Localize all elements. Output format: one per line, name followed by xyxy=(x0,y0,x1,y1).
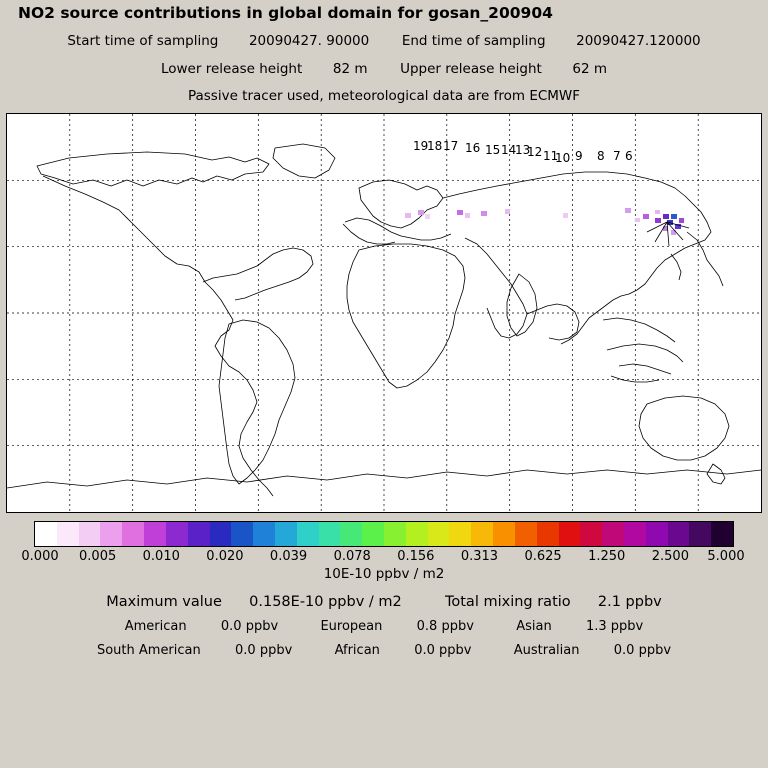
colorbar-swatch xyxy=(624,522,646,546)
region-value-european: 0.8 ppbv xyxy=(416,619,474,634)
colorbar-swatch xyxy=(35,522,57,546)
colorbar-swatch xyxy=(122,522,144,546)
colorbar-swatch xyxy=(668,522,690,546)
colorbar-swatch xyxy=(428,522,450,546)
start-time-label: Start time of sampling xyxy=(67,33,219,49)
max-value: 0.158E-10 ppbv / m2 xyxy=(249,594,402,610)
colorbar-swatch xyxy=(57,522,79,546)
release-site-marker xyxy=(647,222,689,246)
svg-text:16: 16 xyxy=(465,141,481,155)
svg-text:8: 8 xyxy=(597,149,605,163)
svg-text:6: 6 xyxy=(625,149,633,163)
colorbar-swatch xyxy=(602,522,624,546)
colorbar-tick: 0.000 xyxy=(21,549,59,564)
region-name-asian: Asian xyxy=(516,619,552,634)
lower-release-label: Lower release height xyxy=(160,61,303,77)
svg-text:17: 17 xyxy=(443,139,459,153)
colorbar-swatch xyxy=(144,522,166,546)
region-row-2 xyxy=(0,643,768,658)
lower-release-value: 82 m xyxy=(332,61,368,77)
trajectory-labels xyxy=(413,139,633,165)
svg-text:14: 14 xyxy=(501,143,517,157)
colorbar-swatch xyxy=(340,522,362,546)
colorbar-swatch xyxy=(297,522,319,546)
max-value-label: Maximum value xyxy=(106,594,222,610)
colorbar-swatch xyxy=(362,522,384,546)
summary-line xyxy=(0,594,768,610)
region-name-american: American xyxy=(124,619,187,634)
colorbar xyxy=(34,521,734,547)
colorbar-swatch xyxy=(493,522,515,546)
region-name-african: African xyxy=(334,643,380,658)
tracer-note: Passive tracer used, meteorological data are from ECMWF xyxy=(187,88,581,104)
colorbar-unit-label: 10E-10 ppbv / m2 xyxy=(323,566,445,582)
svg-text:11: 11 xyxy=(543,149,559,163)
map-svg xyxy=(7,114,761,512)
sampling-time-line xyxy=(0,33,768,49)
colorbar-swatch xyxy=(580,522,602,546)
colorbar-swatch xyxy=(166,522,188,546)
colorbar-tick: 0.039 xyxy=(269,549,308,564)
region-value-american: 0.0 ppbv xyxy=(220,619,279,634)
colorbar-swatch xyxy=(100,522,122,546)
colorbar-tick: 0.005 xyxy=(79,549,117,564)
svg-text:18: 18 xyxy=(427,139,443,153)
colorbar-tick: 2.500 xyxy=(651,549,689,564)
region-value-asian: 1.3 ppbv xyxy=(585,619,644,634)
colorbar-swatch xyxy=(449,522,471,546)
colorbar-swatch xyxy=(406,522,428,546)
upper-release-label: Upper release height xyxy=(400,61,542,77)
total-mixing-ratio-label: Total mixing ratio xyxy=(444,594,571,610)
svg-text:13: 13 xyxy=(515,143,531,157)
total-mixing-ratio-value: 2.1 ppbv xyxy=(597,594,662,610)
map-grid xyxy=(7,114,761,512)
end-time-value: 20090427.120000 xyxy=(576,33,701,49)
colorbar-tick: 0.313 xyxy=(460,549,499,564)
svg-text:19: 19 xyxy=(413,139,429,153)
colorbar-swatch xyxy=(319,522,341,546)
region-name-australian: Australian xyxy=(513,643,580,658)
colorbar-tick: 1.250 xyxy=(588,549,626,564)
colorbar-tick: 0.020 xyxy=(206,549,244,564)
colorbar-swatch xyxy=(275,522,297,546)
colorbar-swatch xyxy=(471,522,493,546)
global-map xyxy=(6,113,762,513)
region-value-african: 0.0 ppbv xyxy=(414,643,472,658)
colorbar-tick: 0.010 xyxy=(142,549,180,564)
colorbar-tick: 0.625 xyxy=(524,549,562,564)
end-time-label: End time of sampling xyxy=(401,33,546,49)
region-value-australian: 0.0 ppbv xyxy=(613,643,672,658)
colorbar-swatch xyxy=(253,522,275,546)
colorbar-tick-labels xyxy=(0,549,768,565)
release-height-line xyxy=(0,61,768,77)
colorbar-swatch xyxy=(559,522,581,546)
upper-release-value: 62 m xyxy=(572,61,608,77)
region-row-1 xyxy=(0,619,768,634)
svg-text:10: 10 xyxy=(555,151,571,165)
region-name-european: European xyxy=(320,619,383,634)
colorbar-swatch xyxy=(188,522,210,546)
svg-text:15: 15 xyxy=(485,143,501,157)
colorbar-swatch xyxy=(384,522,406,546)
svg-text:9: 9 xyxy=(575,149,583,163)
colorbar-swatch xyxy=(537,522,559,546)
colorbar-swatch xyxy=(689,522,711,546)
colorbar-tick: 0.078 xyxy=(333,549,371,564)
svg-text:7: 7 xyxy=(613,149,621,163)
colorbar-swatch xyxy=(210,522,232,546)
colorbar-tick: 5.000 xyxy=(707,549,745,564)
colorbar-swatch xyxy=(646,522,668,546)
colorbar-tick: 0.156 xyxy=(397,549,435,564)
svg-text:12: 12 xyxy=(527,145,543,159)
start-time-value: 20090427. 90000 xyxy=(248,33,370,49)
region-value-south-american: 0.0 ppbv xyxy=(235,643,293,658)
colorbar-swatch xyxy=(231,522,253,546)
colorbar-swatch xyxy=(711,522,733,546)
page-title: NO2 source contributions in global domain for gosan_200904 xyxy=(18,4,553,22)
colorbar-swatch xyxy=(515,522,537,546)
region-name-south-american: South American xyxy=(96,643,201,658)
colorbar-swatch xyxy=(79,522,101,546)
